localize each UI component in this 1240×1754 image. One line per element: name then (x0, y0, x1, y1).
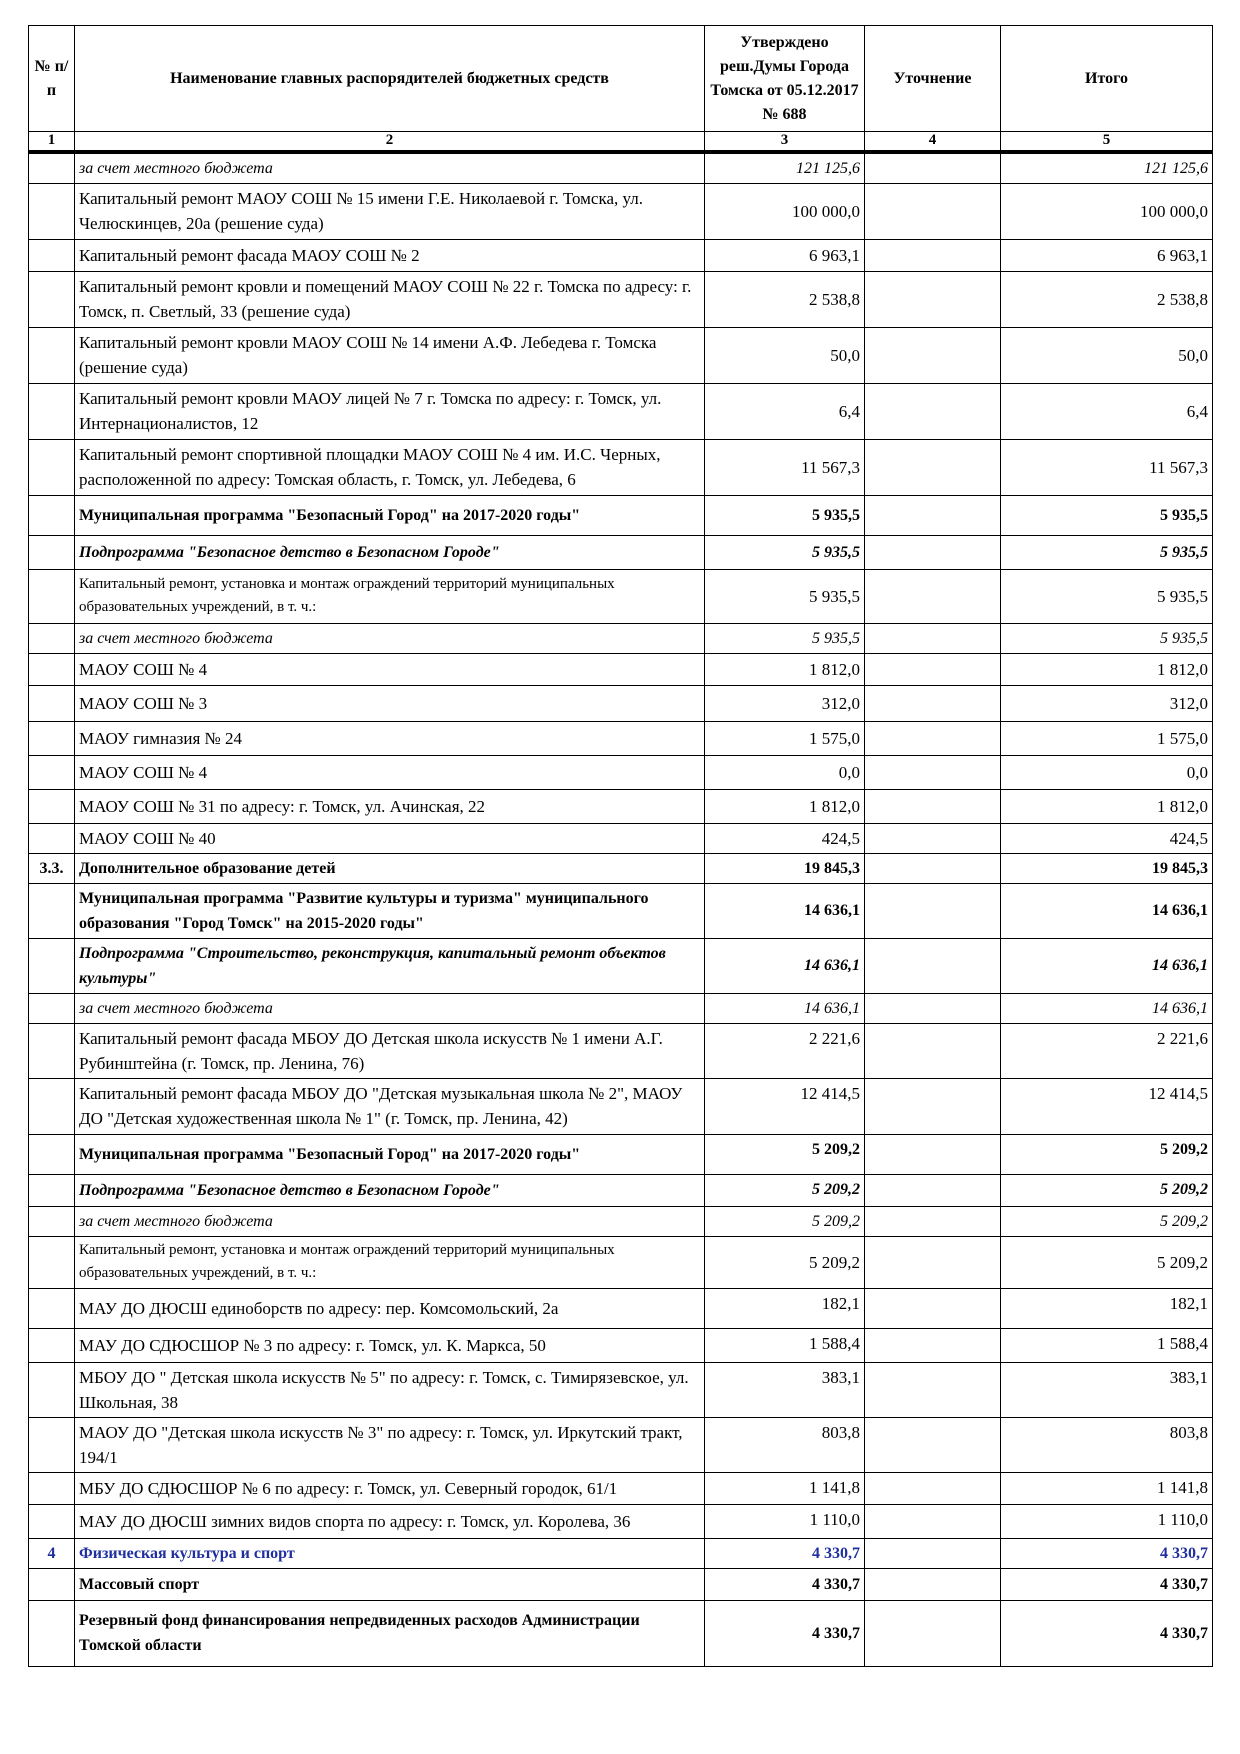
approved-value: 1 110,0 (705, 1504, 865, 1538)
total-value: 1 812,0 (1001, 653, 1213, 685)
header-change: Уточнение (865, 26, 1001, 132)
total-value: 5 935,5 (1001, 495, 1213, 535)
change-value (865, 653, 1001, 685)
approved-value: 0,0 (705, 755, 865, 789)
total-value: 5 935,5 (1001, 535, 1213, 569)
approved-value: 14 636,1 (705, 883, 865, 938)
approved-value: 12 414,5 (705, 1078, 865, 1134)
total-value: 6 963,1 (1001, 239, 1213, 271)
row-number (29, 883, 75, 938)
row-number: 3.3. (29, 853, 75, 883)
row-number (29, 383, 75, 439)
table-row (29, 239, 1213, 271)
total-value: 11 567,3 (1001, 439, 1213, 495)
change-value (865, 1236, 1001, 1288)
row-name: Резервный фонд финансирования непредвиденных расходов Администрации Томской области (75, 1600, 705, 1666)
row-number (29, 1472, 75, 1504)
row-name: МБУ ДО СДЮСШОР № 6 по адресу: г. Томск, ул. Северный городок, 61/1 (75, 1472, 705, 1504)
table-row (29, 938, 1213, 993)
column-number: 2 (75, 132, 705, 152)
table-row (29, 1288, 1213, 1328)
table-row (29, 1328, 1213, 1362)
column-number: 5 (1001, 132, 1213, 152)
change-value (865, 1504, 1001, 1538)
approved-value: 5 209,2 (705, 1236, 865, 1288)
table-row (29, 823, 1213, 853)
budget-table (28, 25, 1213, 1667)
approved-value: 383,1 (705, 1362, 865, 1417)
total-value: 2 221,6 (1001, 1023, 1213, 1078)
row-name: Муниципальная программа "Безопасный Город" на 2017-2020 годы" (75, 1134, 705, 1174)
total-value: 12 414,5 (1001, 1078, 1213, 1134)
total-value: 14 636,1 (1001, 993, 1213, 1023)
table-row (29, 623, 1213, 653)
header-name: Наименование главных распорядителей бюджетных средств (75, 26, 705, 132)
row-number (29, 789, 75, 823)
approved-value: 19 845,3 (705, 853, 865, 883)
approved-value: 424,5 (705, 823, 865, 853)
header-total: Итого (1001, 26, 1213, 132)
row-name: Капитальный ремонт МАОУ СОШ № 15 имени Г.Е. Николаевой г. Томска, ул. Челюскинцев, 20а (решение суда) (75, 183, 705, 239)
row-number (29, 1206, 75, 1236)
approved-value: 1 588,4 (705, 1328, 865, 1362)
approved-value: 5 935,5 (705, 495, 865, 535)
row-name: МАУ ДО ДЮСШ единоборств по адресу: пер. Комсомольский, 2а (75, 1288, 705, 1328)
total-value: 121 125,6 (1001, 152, 1213, 184)
table-row (29, 789, 1213, 823)
total-value: 5 935,5 (1001, 569, 1213, 623)
change-value (865, 495, 1001, 535)
total-value: 4 330,7 (1001, 1600, 1213, 1666)
approved-value: 5 935,5 (705, 569, 865, 623)
change-value (865, 823, 1001, 853)
header-number: № п/п (29, 26, 75, 132)
total-value: 4 330,7 (1001, 1568, 1213, 1600)
column-number: 1 (29, 132, 75, 152)
approved-value: 121 125,6 (705, 152, 865, 184)
row-number (29, 653, 75, 685)
change-value (865, 569, 1001, 623)
total-value: 50,0 (1001, 327, 1213, 383)
row-number (29, 1134, 75, 1174)
approved-value: 2 538,8 (705, 271, 865, 327)
table-row (29, 327, 1213, 383)
change-value (865, 853, 1001, 883)
change-value (865, 1288, 1001, 1328)
approved-value: 4 330,7 (705, 1538, 865, 1568)
row-number (29, 152, 75, 184)
column-number-row (29, 132, 1213, 152)
total-value: 4 330,7 (1001, 1538, 1213, 1568)
change-value (865, 623, 1001, 653)
row-name: МАОУ СОШ № 4 (75, 755, 705, 789)
change-value (865, 1362, 1001, 1417)
change-value (865, 183, 1001, 239)
column-number: 3 (705, 132, 865, 152)
approved-value: 5 935,5 (705, 535, 865, 569)
table-row (29, 883, 1213, 938)
row-number (29, 623, 75, 653)
row-name: за счет местного бюджета (75, 623, 705, 653)
total-value: 2 538,8 (1001, 271, 1213, 327)
row-name: Муниципальная программа "Развитие культуры и туризма" муниципального образования "Город Томск" на 2015-2020 годы" (75, 883, 705, 938)
approved-value: 1 575,0 (705, 721, 865, 755)
row-name: Массовый спорт (75, 1568, 705, 1600)
row-number (29, 271, 75, 327)
row-number (29, 1288, 75, 1328)
approved-value: 6,4 (705, 383, 865, 439)
row-number (29, 755, 75, 789)
row-number (29, 1417, 75, 1472)
change-value (865, 1078, 1001, 1134)
row-number (29, 823, 75, 853)
row-number (29, 993, 75, 1023)
row-name: МАОУ СОШ № 3 (75, 685, 705, 721)
row-number (29, 1568, 75, 1600)
row-number (29, 327, 75, 383)
table-row (29, 1023, 1213, 1078)
table-row (29, 653, 1213, 685)
change-value (865, 938, 1001, 993)
approved-value: 14 636,1 (705, 993, 865, 1023)
row-name: Капитальный ремонт фасада МБОУ ДО "Детская музыкальная школа № 2", МАОУ ДО "Детская художественная школа № 1" (г. Томск, пр. Ленина, 42) (75, 1078, 705, 1134)
approved-value: 50,0 (705, 327, 865, 383)
table-row (29, 1472, 1213, 1504)
row-name: за счет местного бюджета (75, 152, 705, 184)
table-row (29, 569, 1213, 623)
total-value: 1 588,4 (1001, 1328, 1213, 1362)
row-name: МАОУ СОШ № 4 (75, 653, 705, 685)
table-row (29, 721, 1213, 755)
header-approved: Утверждено реш.Думы Города Томска от 05.12.2017 № 688 (705, 26, 865, 132)
approved-value: 2 221,6 (705, 1023, 865, 1078)
total-value: 383,1 (1001, 1362, 1213, 1417)
approved-value: 6 963,1 (705, 239, 865, 271)
row-name: Капитальный ремонт спортивной площадки МАОУ СОШ № 4 им. И.С. Черных, расположенной по адресу: Томская область, г. Томск, ул. Лебедева, 6 (75, 439, 705, 495)
table-row (29, 993, 1213, 1023)
change-value (865, 1568, 1001, 1600)
total-value: 5 935,5 (1001, 623, 1213, 653)
row-name: Капитальный ремонт фасада МАОУ СОШ № 2 (75, 239, 705, 271)
table-header-row (29, 26, 1213, 132)
row-number (29, 1362, 75, 1417)
row-name: Капитальный ремонт, установка и монтаж ограждений территорий муниципальных образовательных учреждений, в т. ч.: (75, 569, 705, 623)
row-name: МАУ ДО ДЮСШ зимних видов спорта по адресу: г. Томск, ул. Королева, 36 (75, 1504, 705, 1538)
total-value: 5 209,2 (1001, 1134, 1213, 1174)
total-value: 1 110,0 (1001, 1504, 1213, 1538)
approved-value: 4 330,7 (705, 1600, 865, 1666)
change-value (865, 1328, 1001, 1362)
row-number (29, 1078, 75, 1134)
table-row (29, 1568, 1213, 1600)
change-value (865, 327, 1001, 383)
total-value: 100 000,0 (1001, 183, 1213, 239)
table-row (29, 1236, 1213, 1288)
total-value: 1 812,0 (1001, 789, 1213, 823)
row-name: Капитальный ремонт кровли и помещений МАОУ СОШ № 22 г. Томска по адресу: г. Томск, п. Светлый, 33 (решение суда) (75, 271, 705, 327)
change-value (865, 789, 1001, 823)
table-row (29, 535, 1213, 569)
table-row (29, 152, 1213, 184)
change-value (865, 721, 1001, 755)
change-value (865, 685, 1001, 721)
total-value: 0,0 (1001, 755, 1213, 789)
total-value: 1 575,0 (1001, 721, 1213, 755)
approved-value: 11 567,3 (705, 439, 865, 495)
approved-value: 1 812,0 (705, 789, 865, 823)
column-number: 4 (865, 132, 1001, 152)
row-number (29, 183, 75, 239)
total-value: 19 845,3 (1001, 853, 1213, 883)
approved-value: 803,8 (705, 1417, 865, 1472)
row-name: Подпрограмма "Безопасное детство в Безопасном Городе" (75, 1174, 705, 1206)
table-row (29, 1417, 1213, 1472)
row-number (29, 1600, 75, 1666)
approved-value: 312,0 (705, 685, 865, 721)
approved-value: 5 209,2 (705, 1134, 865, 1174)
change-value (865, 1538, 1001, 1568)
table-row (29, 1174, 1213, 1206)
row-name: МАОУ ДО "Детская школа искусств № 3" по адресу: г. Томск, ул. Иркутский тракт, 194/1 (75, 1417, 705, 1472)
total-value: 14 636,1 (1001, 883, 1213, 938)
row-name: Подпрограмма "Строительство, реконструкция, капитальный ремонт объектов культуры" (75, 938, 705, 993)
row-name: Физическая культура и спорт (75, 1538, 705, 1568)
approved-value: 5 935,5 (705, 623, 865, 653)
row-name: Муниципальная программа "Безопасный Город" на 2017-2020 годы" (75, 495, 705, 535)
change-value (865, 383, 1001, 439)
total-value: 5 209,2 (1001, 1174, 1213, 1206)
row-name: Капитальный ремонт кровли МАОУ СОШ № 14 имени А.Ф. Лебедева г. Томска (решение суда) (75, 327, 705, 383)
change-value (865, 1134, 1001, 1174)
approved-value: 5 209,2 (705, 1206, 865, 1236)
row-name: Капитальный ремонт фасада МБОУ ДО Детская школа искусств № 1 имени А.Г. Рубинштейна (г. Томск, пр. Ленина, 76) (75, 1023, 705, 1078)
change-value (865, 1023, 1001, 1078)
row-name: МАУ ДО СДЮСШОР № 3 по адресу: г. Томск, ул. К. Маркса, 50 (75, 1328, 705, 1362)
row-number (29, 1236, 75, 1288)
row-number (29, 938, 75, 993)
approved-value: 1 812,0 (705, 653, 865, 685)
approved-value: 100 000,0 (705, 183, 865, 239)
table-row (29, 495, 1213, 535)
table-row (29, 1362, 1213, 1417)
table-row (29, 383, 1213, 439)
row-number (29, 1328, 75, 1362)
total-value: 1 141,8 (1001, 1472, 1213, 1504)
row-number (29, 685, 75, 721)
total-value: 6,4 (1001, 383, 1213, 439)
change-value (865, 1206, 1001, 1236)
row-name: МАОУ СОШ № 31 по адресу: г. Томск, ул. Ачинская, 22 (75, 789, 705, 823)
row-number (29, 1023, 75, 1078)
approved-value: 14 636,1 (705, 938, 865, 993)
change-value (865, 1174, 1001, 1206)
total-value: 5 209,2 (1001, 1206, 1213, 1236)
table-row (29, 183, 1213, 239)
row-name: Дополнительное образование детей (75, 853, 705, 883)
table-row (29, 1134, 1213, 1174)
change-value (865, 1600, 1001, 1666)
change-value (865, 271, 1001, 327)
row-name: Капитальный ремонт кровли МАОУ лицей № 7 г. Томска по адресу: г. Томск, ул. Интернационалистов, 12 (75, 383, 705, 439)
row-name: Подпрограмма "Безопасное детство в Безопасном Городе" (75, 535, 705, 569)
row-number (29, 569, 75, 623)
total-value: 424,5 (1001, 823, 1213, 853)
approved-value: 4 330,7 (705, 1568, 865, 1600)
table-row (29, 685, 1213, 721)
table-row (29, 439, 1213, 495)
row-number (29, 535, 75, 569)
row-number: 4 (29, 1538, 75, 1568)
table-row (29, 1078, 1213, 1134)
table-row (29, 853, 1213, 883)
row-number (29, 721, 75, 755)
row-name: МБОУ ДО " Детская школа искусств № 5" по адресу: г. Томск, с. Тимирязевское, ул. Школьная, 38 (75, 1362, 705, 1417)
change-value (865, 1472, 1001, 1504)
table-row (29, 1504, 1213, 1538)
row-number (29, 239, 75, 271)
table-row (29, 755, 1213, 789)
row-name: за счет местного бюджета (75, 1206, 705, 1236)
table-row (29, 1538, 1213, 1568)
total-value: 312,0 (1001, 685, 1213, 721)
approved-value: 1 141,8 (705, 1472, 865, 1504)
change-value (865, 239, 1001, 271)
change-value (865, 535, 1001, 569)
change-value (865, 755, 1001, 789)
total-value: 182,1 (1001, 1288, 1213, 1328)
row-number (29, 495, 75, 535)
row-name: Капитальный ремонт, установка и монтаж ограждений территорий муниципальных образовательных учреждений, в т. ч.: (75, 1236, 705, 1288)
change-value (865, 1417, 1001, 1472)
row-number (29, 1504, 75, 1538)
approved-value: 5 209,2 (705, 1174, 865, 1206)
table-row (29, 1600, 1213, 1666)
change-value (865, 993, 1001, 1023)
table-row (29, 271, 1213, 327)
row-name: за счет местного бюджета (75, 993, 705, 1023)
approved-value: 182,1 (705, 1288, 865, 1328)
row-number (29, 439, 75, 495)
total-value: 14 636,1 (1001, 938, 1213, 993)
change-value (865, 439, 1001, 495)
total-value: 803,8 (1001, 1417, 1213, 1472)
total-value: 5 209,2 (1001, 1236, 1213, 1288)
row-name: МАОУ гимназия № 24 (75, 721, 705, 755)
table-row (29, 1206, 1213, 1236)
change-value (865, 883, 1001, 938)
row-name: МАОУ СОШ № 40 (75, 823, 705, 853)
row-number (29, 1174, 75, 1206)
change-value (865, 152, 1001, 184)
